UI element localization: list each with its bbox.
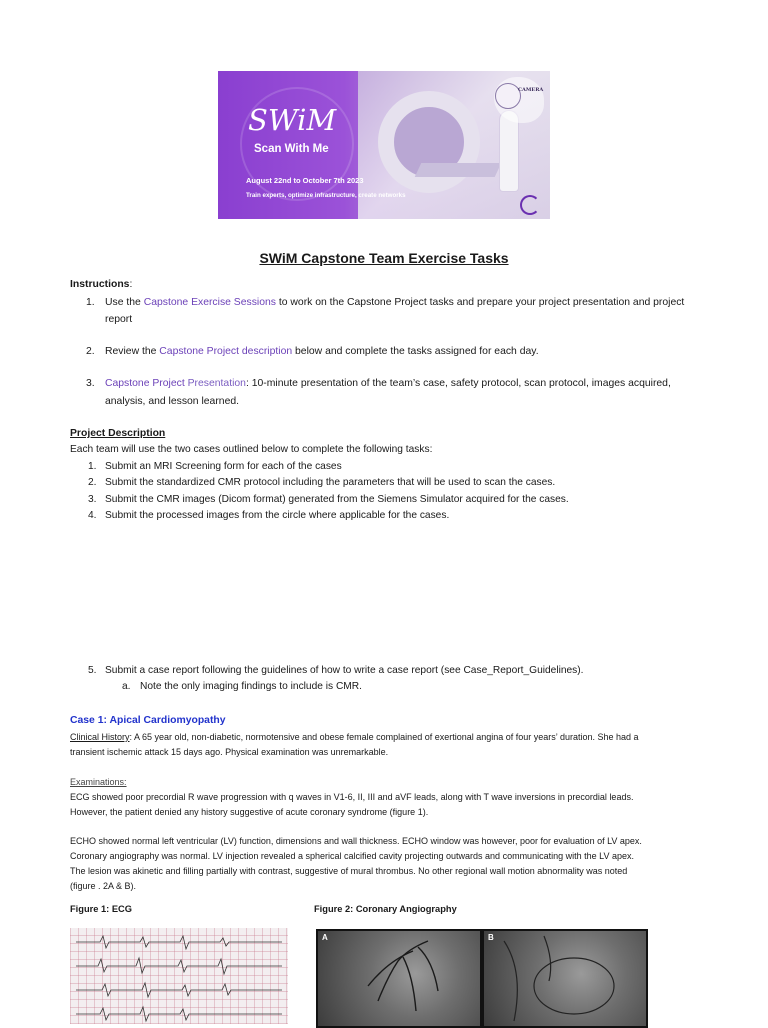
mri-bore [378,91,480,193]
capstone-project-description-link[interactable]: Capstone Project description [159,346,293,357]
banner-subtitle: Scan With Me [254,143,329,155]
ecg-finding-cont: However, the patient denied any history suggestive of acute coronary syndrome (figure 1). [70,807,429,817]
partner-logo: CAMERA [518,87,544,93]
capstone-project-link[interactable]: Capstone Project [105,378,185,389]
instruction-number: 3. [86,378,95,389]
project-description-heading: Project Description [70,428,166,439]
coronary-vessels-a [318,931,480,1026]
angiography-image-b [482,929,648,1028]
ecg-finding: ECG showed poor precordial R wave progression with q waves in V1-6, II, III and aVF leads, along with T wave inversions in precordial leads. [70,792,634,802]
case-1-heading: Case 1: Apical Cardiomyopathy [70,715,226,726]
banner-tagline: Train experts, optimize infrastructure, create networks [246,192,406,199]
subtask-item: Note the only imaging findings to include is CMR. [140,681,362,692]
figure-reference: (figure . 2A & B). [70,881,137,891]
task-number: 2. [88,477,97,488]
instruction-2: Review the Capstone Project description below and complete the tasks assigned for each day. [105,346,539,357]
task-number: 4. [88,510,97,521]
task-item: Submit the processed images from the circle where applicable for the cases. [105,510,450,521]
capstone-exercise-sessions-link[interactable]: Capstone Exercise Sessions [143,297,276,308]
task-item: Submit a case report following the guidelines of how to write a case report (see Case_Report_Guidelines). [105,665,584,676]
banner-dates: August 22nd to October 7th 2023 [246,176,364,185]
lesion-finding: The lesion was akinetic and filling partially with contrast, suggestive of mural thrombus. No other regional wall motion abnormality was noted [70,866,628,876]
clinical-history: Clinical History: A 65 year old, non-diabetic, normotensive and obese female complained of exertional angina of four years’ duration. She had a [70,732,639,742]
task-item: Submit the CMR images (Dicom format) generated from the Siemens Simulator acquired for the cases. [105,494,569,505]
task-item: Submit an MRI Screening form for each of the cases [105,461,342,472]
angiography-finding: Coronary angiography was normal. LV injection revealed a spherical calcified cavity projecting outwards and communicating with the LV apex. [70,851,634,861]
ecg-traces [70,928,288,1024]
instructions-heading: Instructions: [70,279,133,290]
instruction-3: Capstone Project Presentation: 10-minute presentation of the team’s case, safety protocol, scan protocol, images acquired, [105,378,671,389]
task-item: Submit the standardized CMR protocol including the parameters that will be used to scan the cases. [105,477,556,488]
figure-1-label: Figure 1: ECG [70,904,132,914]
task-number: 5. [88,665,97,676]
project-intro: Each team will use the two cases outlined below to complete the following tasks: [70,444,433,455]
figure-2-label: Figure 2: Coronary Angiography [314,904,457,914]
presentation-link[interactable]: Presentation [184,378,246,389]
page-title: SWiM Capstone Team Exercise Tasks [259,250,509,266]
mri-table [415,163,502,177]
swim-logo: SWiM [248,103,337,137]
instruction-1: Use the Capstone Exercise Sessions to work on the Capstone Project tasks and prepare your project presentation and project [105,297,685,308]
lv-injection-b [484,931,646,1026]
subtask-letter: a. [122,681,131,692]
clinical-history-label: Clinical History [70,732,130,742]
technician-figure [500,111,518,191]
angiography-image-a [316,929,482,1028]
circle-arc-icon [520,195,540,215]
clinical-history-cont: transient ischemic attack 15 days ago. Physical examination was unremarkable. [70,747,389,757]
examinations-label: Examinations: [70,777,127,787]
task-number: 3. [88,494,97,505]
panel-b-label: B [488,933,494,942]
panel-a-label: A [322,933,328,942]
instruction-number: 1. [86,297,95,308]
instruction-number: 2. [86,346,95,357]
echo-finding: ECHO showed normal left ventricular (LV) function, dimensions and wall thickness. ECHO window was however, poor for evaluation of LV apex. [70,836,642,846]
task-number: 1. [88,461,97,472]
ecg-image [70,928,288,1024]
instruction-1-cont: report [105,314,133,325]
header-banner [218,71,550,219]
instruction-3-cont: analysis, and lesson learned. [105,396,240,407]
